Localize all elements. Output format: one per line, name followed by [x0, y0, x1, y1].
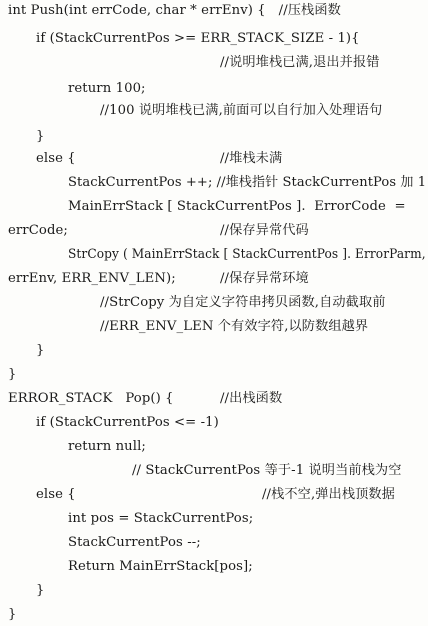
- code-comment: //保存异常环境: [220, 271, 309, 286]
- code-line: }: [36, 583, 45, 598]
- code-comment: //堆栈未满: [220, 151, 283, 166]
- code-line: Return MainErrStack[pos];: [68, 559, 253, 574]
- code-line: StrCopy ( MainErrStack [ StackCurrentPos ]. ErrorParm,: [68, 247, 426, 262]
- code-line: return null;: [68, 439, 146, 454]
- code-line: int pos = StackCurrentPos;: [68, 511, 254, 526]
- code-line: if (StackCurrentPos <= -1): [36, 415, 219, 430]
- code-line: StackCurrentPos ++; //堆栈指针 StackCurrentPos 加 1: [68, 175, 427, 190]
- code-line: int Push(int errCode, char * errEnv) { //压栈函数: [8, 3, 341, 18]
- code-comment: //100 说明堆栈已满,前面可以自行加入处理语句: [100, 103, 383, 118]
- code-comment: //说明堆栈已满,退出并报错: [220, 55, 380, 70]
- code-line: }: [36, 129, 45, 144]
- code-line: }: [36, 343, 45, 358]
- code-comment: // StackCurrentPos 等于-1 说明当前栈为空: [132, 463, 402, 478]
- code-line: StackCurrentPos --;: [68, 535, 201, 550]
- code-line: else {: [36, 151, 76, 166]
- code-comment: //StrCopy 为自定义字符串拷贝函数,自动截取前: [100, 295, 386, 310]
- code-line: }: [8, 607, 17, 622]
- code-comment: //出栈函数: [220, 391, 283, 406]
- code-line: errCode;: [8, 223, 68, 238]
- code-comment: //保存异常代码: [220, 223, 309, 238]
- code-comment: //栈不空,弹出栈顶数据: [262, 487, 395, 502]
- code-line: errEnv, ERR_ENV_LEN);: [8, 271, 176, 286]
- code-line: return 100;: [68, 81, 146, 96]
- code-line: else {: [36, 487, 76, 502]
- code-line: ERROR_STACK Pop() {: [8, 391, 174, 406]
- code-line: }: [8, 367, 17, 382]
- code-comment: //ERR_ENV_LEN 个有效字符,以防数组越界: [100, 319, 369, 334]
- code-line: MainErrStack [ StackCurrentPos ]. ErrorCode =: [68, 199, 406, 214]
- code-line: if (StackCurrentPos >= ERR_STACK_SIZE - 1){: [36, 31, 360, 46]
